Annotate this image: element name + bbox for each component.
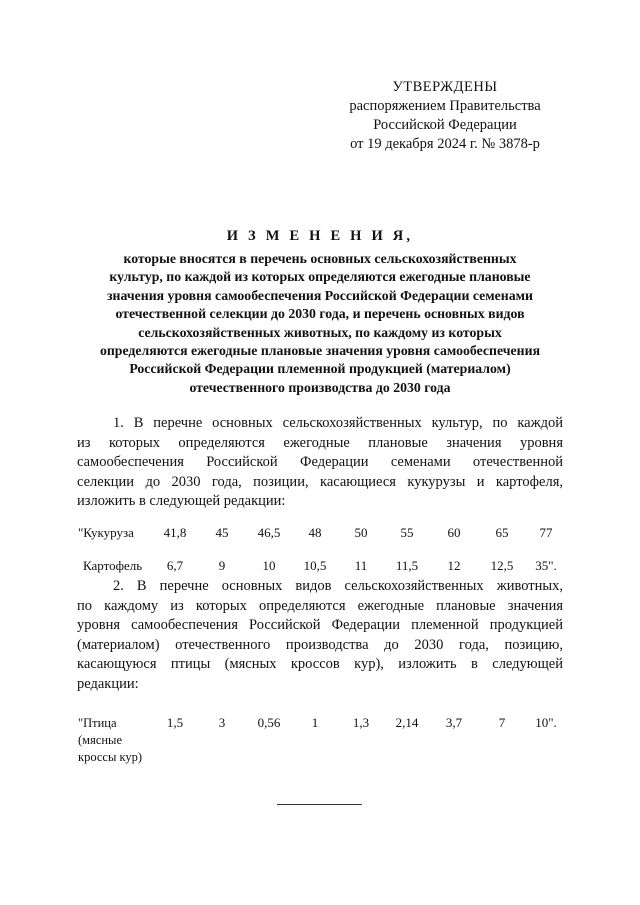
row-label-line: (мясные	[78, 733, 123, 747]
paragraph-line: редакции:	[77, 675, 139, 692]
document-subtitle	[70, 250, 570, 397]
table-cell: 11,5	[395, 558, 419, 573]
paragraph-2	[77, 577, 563, 694]
paragraph-line: из которых определяются ежегодные плановые значения уровня	[77, 434, 563, 451]
table-cell: 11	[354, 558, 368, 573]
subtitle-line: отечественного производства до 2030 года	[189, 379, 451, 395]
table-cell: 77	[539, 525, 553, 540]
table-cell: 1,5	[166, 715, 184, 730]
table-cell: 55	[400, 525, 414, 540]
row-label: Картофель	[83, 558, 143, 573]
table-cell: 12	[447, 558, 461, 573]
subtitle-line: значения уровня самообеспечения Российской Федерации семенами	[107, 287, 533, 303]
paragraph-line: селекции до 2030 года, позиции, касающиеся кукурузы и картофеля,	[77, 473, 563, 490]
table-cell: 10".	[535, 715, 557, 730]
row-label: "Кукуруза	[78, 525, 134, 540]
paragraph-line: 1. В перечне основных сельскохозяйственных культур, по каждой	[113, 415, 563, 431]
paragraph-line: самообеспечения Российской Федерации семенами отечественной	[77, 454, 563, 470]
table-row-poultry	[0, 715, 640, 764]
table-cell: 65	[495, 525, 509, 540]
subtitle-line: культур, по каждой из которых определяются ежегодные плановые	[109, 269, 531, 285]
table-cell: 50	[354, 525, 368, 540]
table-cell: 35".	[535, 558, 557, 573]
table-cell: 60	[447, 525, 461, 540]
table-cell: 7	[498, 715, 506, 730]
paragraph-line: уровня самообеспечения Российской Федерации племенной продукцией	[77, 617, 563, 633]
document-title: И З М Е Н Е Н И Я,	[226, 228, 414, 244]
table-cell: 1,3	[352, 715, 370, 730]
table-cell: 9	[218, 558, 226, 573]
table-cell: 2,14	[395, 715, 419, 730]
paragraph-line: (материалом) отечественного производства до 2030 года, позицию,	[77, 636, 563, 653]
table-cell: 3	[218, 715, 226, 730]
subtitle-line: отечественной селекции до 2030 года, и перечень основных видов	[115, 306, 525, 322]
approval-line-2: Российской Федерации	[373, 117, 517, 133]
paragraph-line: по каждому из которых определяются ежегодные плановые значения	[77, 597, 563, 614]
paragraph-line: касающуюся птицы (мясных кроссов кур), изложить в следующей	[77, 656, 563, 672]
approval-line-3: от 19 декабря 2024 г. № 3878-р	[350, 136, 540, 152]
row-label-line: кроссы кур)	[78, 750, 143, 764]
table-cell: 46,5	[257, 525, 281, 540]
paragraph-line: 2. В перечне основных видов сельскохозяйственных животных,	[113, 578, 563, 594]
table-cell: 48	[308, 525, 322, 540]
table-cell: 1	[311, 715, 319, 730]
table-cell: 45	[215, 525, 229, 540]
subtitle-line: Российской Федерации племенной продукцией (материалом)	[129, 361, 511, 377]
approval-line-1: распоряжением Правительства	[349, 98, 541, 114]
subtitle-line: сельскохозяйственных животных, по каждому из которых	[138, 324, 502, 340]
table-cell: 12,5	[490, 558, 514, 573]
table-row-potato	[0, 558, 640, 578]
table-cell: 3,7	[445, 715, 463, 730]
table-cell: 10	[262, 558, 276, 573]
table-cell: 10,5	[303, 558, 327, 573]
table-cell: 6,7	[166, 558, 184, 573]
approval-heading: УТВЕРЖДЕНЫ	[392, 79, 498, 95]
approval-block	[330, 78, 560, 154]
closing-rule	[277, 804, 362, 805]
table-cell: 41,8	[163, 525, 187, 540]
row-label	[78, 715, 142, 766]
paragraph-line: изложить в следующей редакции:	[77, 493, 286, 509]
row-label-line: "Птица	[78, 716, 117, 730]
table-row-maize	[0, 525, 640, 545]
table-cell: 0,56	[257, 715, 281, 730]
subtitle-line: определяются ежегодные плановые значения уровня самообеспечения	[99, 343, 541, 359]
paragraph-1	[77, 414, 563, 512]
subtitle-line: которые вносятся в перечень основных сельскохозяйственных	[123, 251, 517, 266]
